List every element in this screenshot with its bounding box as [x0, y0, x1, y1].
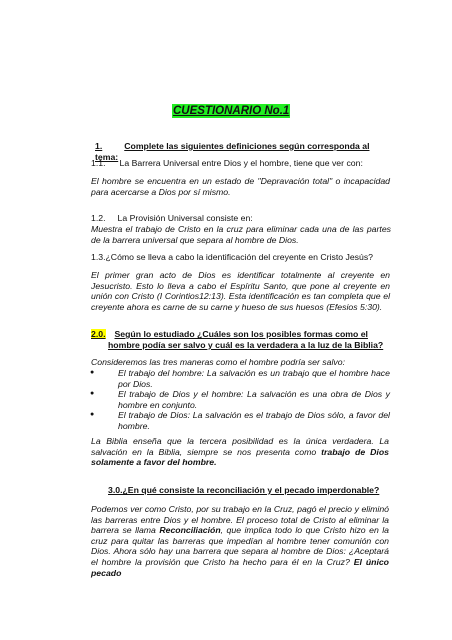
q3-text-part2: , que implica todo lo que Cristo hizo en la cruz para quitar las barreras que impedían al hombre tener comunión con Dios. Ahora sólo hay una barrera que separa al hombre de Dios: ¿Aceptará el hombre la provisión que Cristo ha hecho para él en la Cruz?	[91, 525, 389, 567]
q1-3-answer: El primer gran acto de Dios es identificar totalmente al creyente en Jesucristo. Esto lo lleva a cabo el Espíritu Santo, que pone al creyente en unión con Cristo (I Corintios12:13). Esta identificación es tan completa que el creyente ahora es carne de su carne y hueso de sus huesos (Efesios 5:30).	[91, 270, 390, 312]
q2-bullet-text: El trabajo del hombre: La salvación es un trabajo que el hombre hace por Dios.	[118, 368, 390, 389]
q1-2-answer: Muestra el trabajo de Cristo en la cruz para eliminar cada una de las partes de la barrera universal que separa al hombre de Dios.	[91, 224, 391, 245]
q1-1-prompt	[91, 158, 391, 169]
q3-text-bold1: Reconciliación	[159, 525, 221, 536]
list-item	[90, 389, 390, 410]
q1-1-answer: El hombre se encuentra en un estado de "Depravación total" o incapacidad para acercarse a Dios por sí mismo.	[91, 176, 390, 197]
q1-heading-text: Complete las siguientes definiciones según corresponda al tema:	[95, 141, 370, 162]
q2-heading-line2-text: hombre podía ser salvo y cuál es la verdadera a la luz de la Biblia?	[108, 340, 384, 350]
q1-1-prompt-text: La Barrera Universal entre Dios y el hombre, tiene que ver con:	[119, 158, 363, 168]
q1-2-prompt	[91, 213, 391, 224]
bullet-icon: ●	[90, 390, 95, 398]
q1-2-number: 1.2.	[91, 213, 106, 223]
bullet-icon: ●	[90, 369, 95, 376]
q2-bullet-list	[90, 368, 390, 432]
q2-conclusion	[91, 436, 389, 468]
q2-heading-line1	[91, 329, 391, 340]
list-item	[90, 368, 390, 389]
q2-bullet-text: El trabajo de Dios: La salvación es el trabajo de Dios sólo, a favor del hombre.	[118, 410, 390, 431]
q2-conclusion-bold: trabajo de Dios solamente a favor del hombre.	[91, 446, 389, 468]
document-title: CUESTIONARIO No.1	[173, 105, 290, 117]
q3-heading	[108, 485, 398, 496]
q1-3-prompt: 1.3.¿Cómo se lleva a cabo la identificación del creyente en Cristo Jesús?	[91, 252, 374, 262]
q1-1-number: 1.1.	[91, 158, 106, 168]
q1-2-prompt-text: La Provisión Universal consiste en:	[117, 213, 253, 223]
q2-intro: Consideremos las tres maneras como el hombre podría ser salvo:	[91, 357, 345, 367]
list-item	[90, 410, 390, 431]
q2-bullet-text: El trabajo de Dios y el hombre: La salvación es una obra de Dios y hombre en conjunto.	[118, 389, 390, 410]
q2-heading-line2	[108, 340, 398, 351]
q2-number: 2.0.	[91, 329, 106, 339]
bullet-icon: ●	[90, 411, 95, 419]
q3-text-bold2: El único pecado	[91, 556, 389, 578]
q1-number: 1.	[95, 141, 103, 151]
q3-heading-text: 3.0.¿En qué consiste la reconciliación y el pecado imperdonable?	[108, 485, 380, 495]
q2-conclusion-text: La Biblia enseña que la tercera posibilidad es la única verdadera. La salvación en la Biblia, siempre se nos presenta como	[91, 436, 389, 457]
q2-heading-line1-text: Según lo estudiado ¿Cuáles son los posibles formas como el	[114, 329, 368, 339]
q3-text-part1: Podemos ver como Cristo, por su trabajo en la Cruz, pagó el precio y eliminó las barreras entre Dios y el hombre. El proceso total de Cristo al eliminar la barrera se llama	[91, 504, 389, 536]
q3-text	[91, 504, 389, 578]
